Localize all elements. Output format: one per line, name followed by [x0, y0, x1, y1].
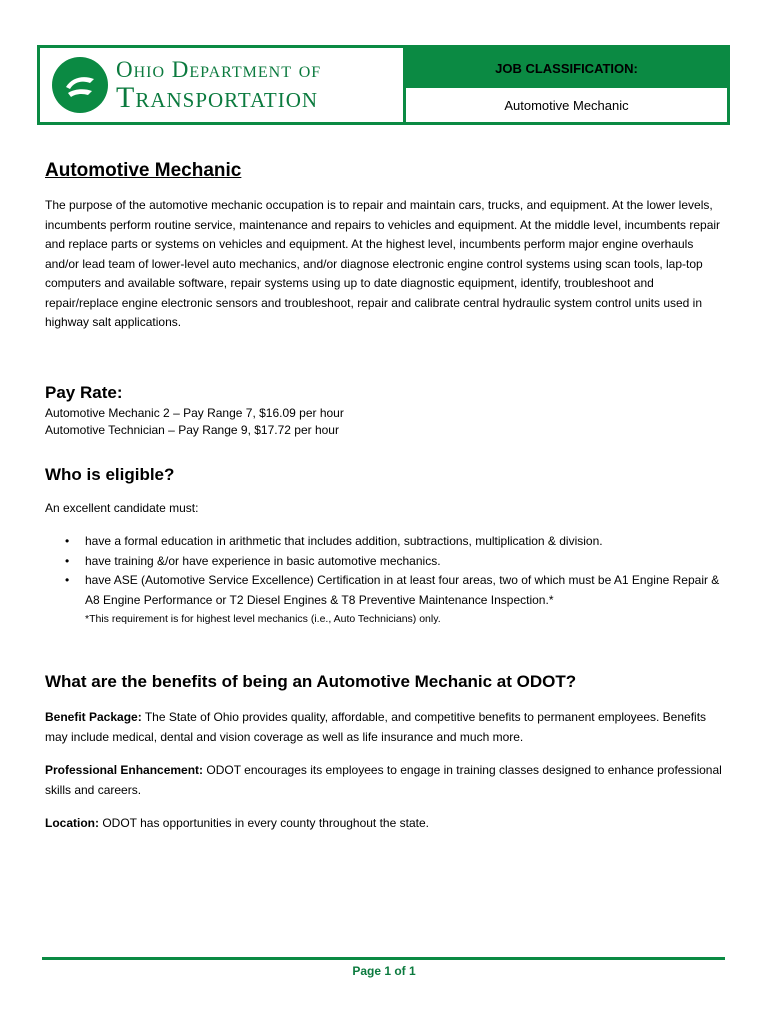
- eligibility-list: [45, 532, 730, 610]
- page-number: Page 1 of 1: [352, 964, 416, 978]
- list-item: • have a formal education in arithmetic that includes addition, subtractions, multiplication & division.: [65, 532, 730, 552]
- list-item: • have training &/or have experience in basic automotive mechanics.: [65, 552, 730, 572]
- job-classification-value: Automotive Mechanic: [504, 97, 629, 113]
- org-name-line2: Transportation: [116, 80, 319, 114]
- header-box: [37, 45, 730, 125]
- requirement-note: *This requirement is for highest level mechanics (i.e., Auto Technicians) only.: [85, 613, 441, 625]
- benefits-heading: What are the benefits of being an Automotive Mechanic at ODOT?: [45, 672, 577, 691]
- benefit-label: Location:: [45, 816, 99, 830]
- footer-divider: [42, 957, 725, 960]
- bullet-icon: •: [65, 553, 70, 568]
- pay-line: Automotive Technician – Pay Range 9, $17.72 per hour: [45, 422, 339, 437]
- job-classification-box: [406, 48, 727, 122]
- location-paragraph: Location: ODOT has opportunities in every county throughout the state.: [45, 816, 429, 830]
- eligibility-heading: Who is eligible?: [45, 464, 175, 484]
- org-name-line1: Ohio Department of: [116, 56, 322, 82]
- pay-rate-heading: Pay Rate:: [45, 382, 123, 402]
- intro-paragraph: The purpose of the automotive mechanic occupation is to repair and maintain cars, trucks, and equipment. At the lower levels, incumbents perform routine service, maintenance and repairs to vehicles and equipment. At the middle level, incumbents repair and replace parts or systems on vehicles and equipment. At the highest level, incumbents perform major engine overhauls and/or lead team of lower-level auto mechanics, and/or diagnose electronic engine control systems using scan tools, lap-top computers and available software, repair systems using up to date diagnostic equipment, identify, troubleshoot and repair/replace engine electronic sensors and troubleshoot, repair and calibrate central hydraulic system control units used in highway salt applications.: [45, 198, 721, 329]
- pay-line: Automotive Mechanic 2 – Pay Range 7, $16.09 per hour: [45, 405, 344, 420]
- bullet-icon: •: [65, 573, 70, 587]
- benefit-label: Professional Enhancement:: [45, 763, 204, 777]
- professional-enhancement-paragraph: Professional Enhancement: ODOT encourages its employees to engage in training classes designed to enhance professional skills and careers.: [45, 763, 722, 797]
- list-item: • have ASE (Automotive Service Excellence) Certification in at least four areas, two of which must be A1 Engine Repair & A8 Engine Performance or T2 Diesel Engines & T8 Preventive Maintenance Inspection.*: [65, 573, 720, 607]
- page-title: Automotive Mechanic: [45, 160, 242, 181]
- ohio-state-icon: [52, 57, 108, 113]
- bullet-icon: •: [65, 534, 70, 548]
- org-name: [116, 58, 321, 113]
- job-classification-label: JOB CLASSIFICATION:: [406, 48, 727, 88]
- eligibility-lead: An excellent candidate must:: [45, 500, 199, 515]
- benefit-label: Benefit Package:: [45, 710, 142, 724]
- benefit-package-paragraph: Benefit Package: The State of Ohio provides quality, affordable, and competitive benefits to permanent employees. Benefits may include medical, dental and vision coverage as well as life insurance and much more.: [45, 710, 707, 744]
- odot-logo: [40, 48, 406, 122]
- document-body: [45, 160, 730, 848]
